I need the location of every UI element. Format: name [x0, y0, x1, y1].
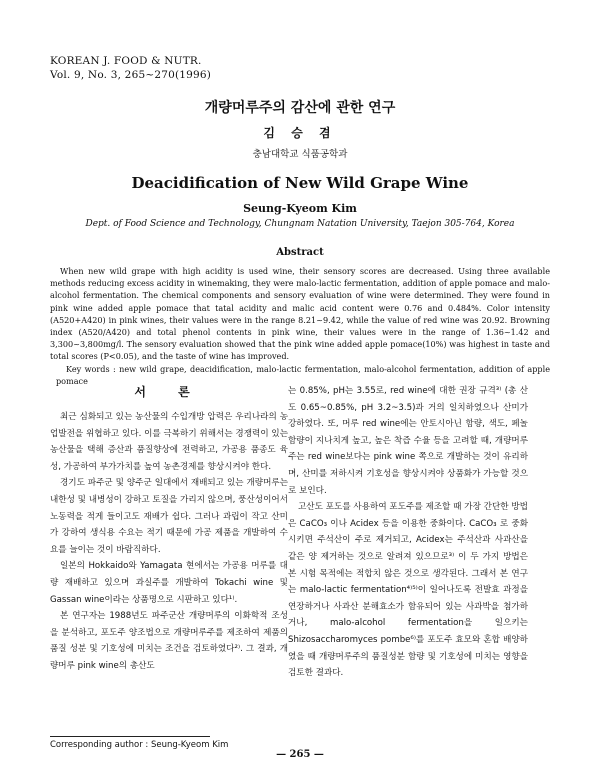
- paragraph: 일본의 Hokkaido와 Yamagata 현에서는 가공용 머루를 대량 재배하고 있으며 과실주를 개발하여 Tokachi wine 및 Gassan wine이라는 상품명으로 시판하고 있다¹⁾.: [50, 561, 288, 605]
- title-korean: 개량머루주의 감산에 관한 연구: [204, 100, 396, 116]
- footnote-divider: [50, 736, 210, 737]
- affiliation-korean: 충남대학교 식품공학과: [252, 149, 348, 160]
- left-column: [50, 383, 288, 675]
- right-column: [288, 383, 528, 682]
- journal-header: [50, 54, 211, 82]
- section-title: 서 론: [134, 385, 204, 399]
- abstract-body: When new wild grape with high acidity is used wine, their sensory scores are decreased. Using three available methods reducing excess acidity in winemaking, they were malo-lactic fermentation, addition of apple pomace and malo-alcohol fermentation. The chemical components and sensory evaluation of wine were determined. They were found in pink wine added apple pomace that tatal acidity and malic acid content were 0.76 and 0.484%. Color intensity (A520+A420) in pink wines, their values were in the range 8.21~9.42, while the value of red wine was 20.92. Browning index (A520/A420) and total phenol contents in pink wine, their values were in the range of 1.36~1.42 and 3,300~3,800mg/l. The sensory evaluation showed that the pink wine added apple pomace(10%) was highest in taste and total scores (P<0.05), and the taste of wine has improved.: [50, 266, 550, 362]
- author-korean: 김 승 겸: [263, 126, 337, 140]
- journal-volume: Vol. 9, No. 3, 265~270(1996): [50, 69, 212, 81]
- paragraph: 경기도 파주군 및 양주군 일대에서 재배되고 있는 개량머루는 내한성 및 내병성이 강하고 토질을 가리지 않으며, 풍산성이어서 노동력을 적게 들이고도 재배가 쉽다. 그러나 과립이 작고 산미가 강하여 생식용 수요는 적기 때문에 가공 제품을 개발하여 수요를 늘이는 것이 바람직하다.: [50, 478, 288, 555]
- keywords: Key words : new wild grape, deacidification, malo-lactic fermentation, malo-alcohol fermentation, addition of apple pomace: [56, 363, 550, 386]
- footnote: Corresponding author : Seung-Kyeom Kim: [50, 740, 229, 750]
- affiliation-english: Dept. of Food Science and Technology, Chungnam Natation University, Taejon 305-764, Korea: [85, 219, 515, 229]
- paragraph: 고산도 포도를 사용하여 포도주를 제조할 때 가장 간단한 방법은 CaCO₃ 이나 Acidex 등을 이용한 중화이다. CaCO₃ 로 중화시키면 주석산이 주로 제거되고, Acidex는 주석산과 사과산을 같은 양 제거하는 것으로 알려져 있으므로³⁾ 이 두 가지 방법은 본 시험 목적에는 적합치 않은 것으로 생각된다. 그래서 본 연구는 malo-lactic fermentation⁴⁾⁵⁾이 일어나도록 전발효 과정을 연장하거나 사과산 분해효소가 함유되어 있는 사과박을 첨가하거나, malo-alcohol fermentation을 일으키는 Shizosaccharomyces pombe⁶⁾를 포도주 효모와 혼합 배양하였을 때 개량머루주의 품질성분 함량 및 기호성에 미치는 영향을 검토한 결과다.: [288, 502, 528, 679]
- author-english: Seung-Kyeom Kim: [243, 202, 357, 215]
- page-number: — 265 —: [276, 749, 324, 760]
- paragraph: 최근 심화되고 있는 농산물의 수입개방 압력은 우리나라의 농업발전을 위협하고 있다. 이를 극복하기 위해서는 경쟁력이 있는 농산물을 택해 증산과 품질향상에 전력하고, 가공용 품종도 육성, 가공하여 부가가치를 높여 농촌경제를 향상시켜야 한다.: [50, 412, 288, 472]
- paragraph: 는 0.85%, pH는 3.55로, red wine에 대한 권장 규격³⁾ (총 산도 0.65~0.85%, pH 3.2~3.5)과 거의 일치하였으나 산미가 강하였다. 또, 머루 red wine에는 안토시아닌 함량, 색도, 페놀 함량이 지나치게 높고, 높은 착즙 수율 등을 고려할 때, 개량머루주는 red wine보다는 pink wine 쪽으로 개발하는 것이 유리하며, 산미를 저하시켜 기호성을 향상시켜야 상품화가 가능할 것으로 보인다.: [288, 386, 528, 496]
- abstract-heading: Abstract: [276, 247, 324, 258]
- title-english: Deacidification of New Wild Grape Wine: [131, 174, 469, 192]
- paragraph: 본 연구자는 1988년도 파주군산 개량머루의 이화학적 조성을 분석하고, 포도주 양조법으로 개량머루주를 제조하여 제품의 품질 성분 및 기호성에 미치는 조건을 검토하였다²⁾. 그 결과, 개량머루 pink wine의 총산도: [50, 611, 288, 671]
- abstract: [50, 265, 550, 387]
- journal-name: KOREAN J. FOOD & NUTR.: [50, 55, 202, 67]
